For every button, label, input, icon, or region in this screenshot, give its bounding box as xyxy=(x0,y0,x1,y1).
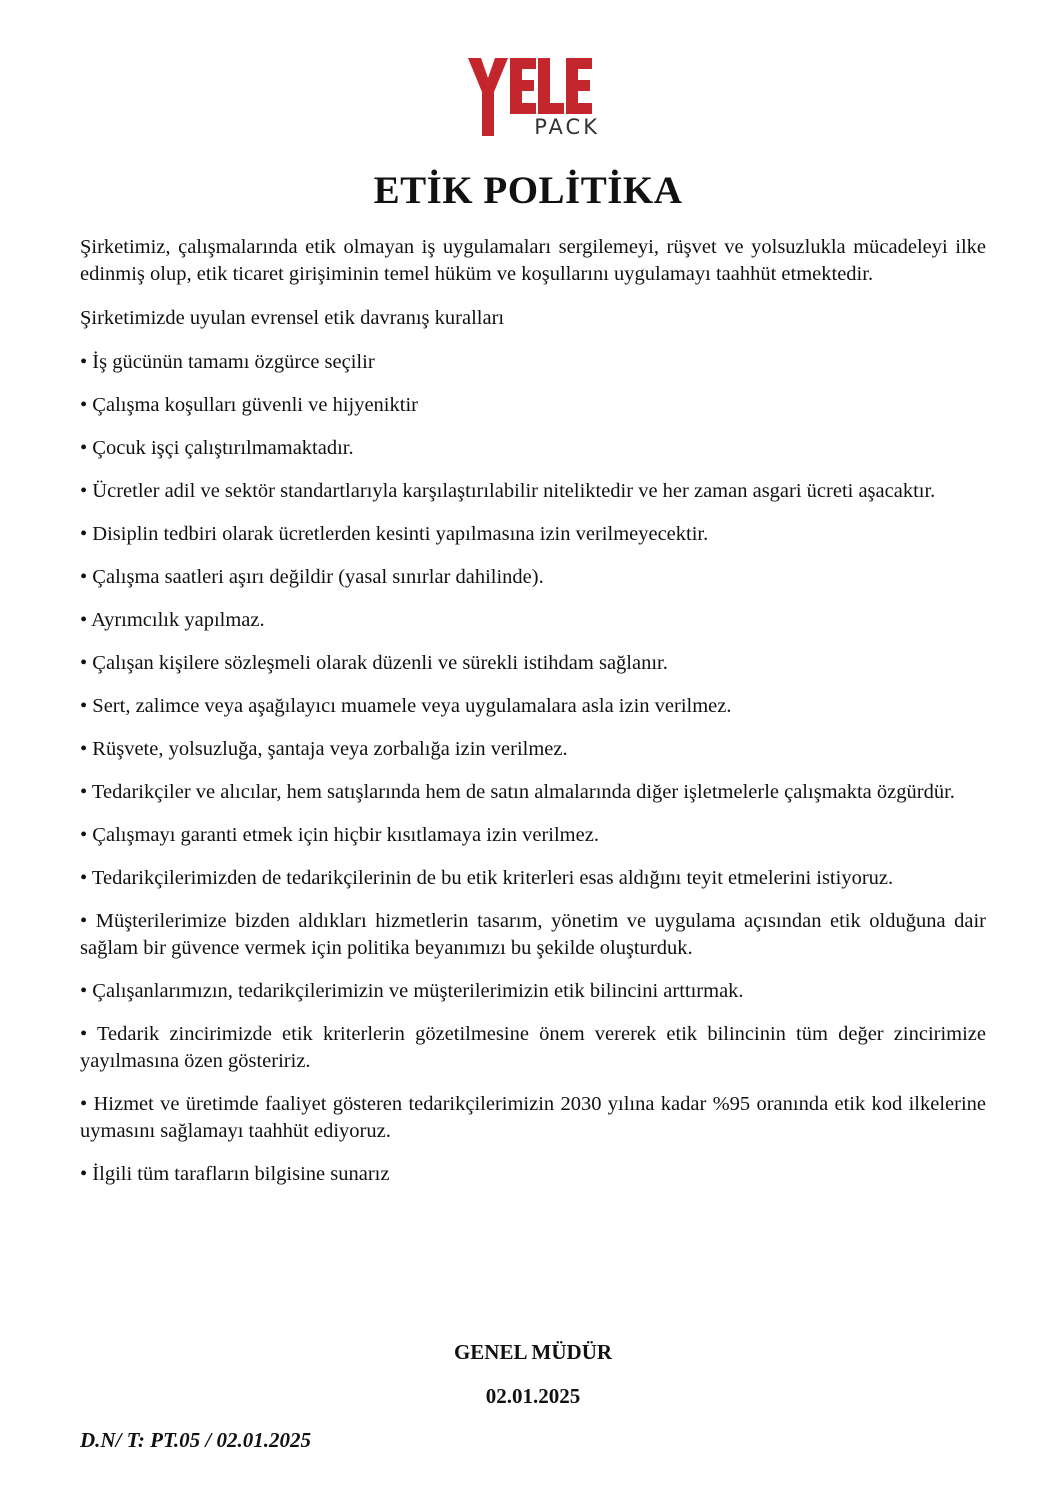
page-title: ETİK POLİTİKA xyxy=(373,169,683,212)
signature-date: 02.01.2025 xyxy=(485,1384,581,1408)
list-item: • İş gücünün tamamı özgürce seçilir xyxy=(80,351,375,373)
list-item: • Müşterilerimize bizden aldıkları hizmetlerin tasarım, yönetim ve uygulama açısından etik olduğuna dair sağlam bir güvence vermek için politika beyanımızı bu şekilde oluşturduk. xyxy=(80,910,986,959)
document-number: D.N/ T: PT.05 / 02.01.2025 xyxy=(80,1428,311,1452)
list-item: • Çalışanlarımızın, tedarikçilerimizin ve müşterilerimizin etik bilincini arttırmak. xyxy=(80,980,744,1002)
list-item: • Tedarikçiler ve alıcılar, hem satışlarında hem de satın almalarında diğer işletmelerle çalışmakta özgürdür. xyxy=(80,781,955,803)
company-logo xyxy=(468,56,608,140)
list-item: • Hizmet ve üretimde faaliyet gösteren tedarikçilerimizin 2030 yılına kadar %95 oranında etik kod ilkelerine uymasını sağlamayı taahhüt ediyoruz. xyxy=(80,1093,986,1142)
list-item: • Ayrımcılık yapılmaz. xyxy=(80,609,265,631)
svg-text:PACK: PACK xyxy=(534,115,600,139)
intro-paragraph: Şirketimiz, çalışmalarında etik olmayan iş uygulamaları sergilemeyi, rüşvet ve yolsuzlukla mücadeleyi ilke edinmiş olup, etik ticaret girişiminin temel hüküm ve koşullarını uygulamayı taahhüt etmektedir. xyxy=(80,236,986,285)
signatory-title: GENEL MÜDÜR xyxy=(453,1340,613,1364)
list-item: • Çalışmayı garanti etmek için hiçbir kısıtlamaya izin verilmez. xyxy=(80,824,599,846)
list-item: • Ücretler adil ve sektör standartlarıyla karşılaştırılabilir niteliktedir ve her zaman asgari ücreti aşacaktır. xyxy=(80,480,936,502)
list-item: • Tedarik zincirimizde etik kriterlerin gözetilmesine önem vererek etik bilincinin tüm değer zincirimize yayılmasına özen gösteririz. xyxy=(80,1023,986,1072)
list-item: • Çalışma koşulları güvenli ve hijyeniktir xyxy=(80,394,418,416)
policy-body xyxy=(80,234,986,1204)
list-item: • Rüşvete, yolsuzluğa, şantaja veya zorbalığa izin verilmez. xyxy=(80,738,568,760)
list-item: • Sert, zalimce veya aşağılayıcı muamele veya uygulamalara asla izin verilmez. xyxy=(80,695,732,717)
list-item: • Disiplin tedbiri olarak ücretlerden kesinti yapılmasına izin verilmeyecektir. xyxy=(80,523,709,545)
list-item: • Çalışma saatleri aşırı değildir (yasal sınırlar dahilinde). xyxy=(80,566,544,588)
list-item: • Tedarikçilerimizden de tedarikçilerinin de bu etik kriterleri esas aldığını teyit etmelerini istiyoruz. xyxy=(80,867,894,889)
rules-heading: Şirketimizde uyulan evrensel etik davranış kuralları xyxy=(80,307,505,329)
list-item: • Çalışan kişilere sözleşmeli olarak düzenli ve sürekli istihdam sağlanır. xyxy=(80,652,668,674)
list-item: • Çocuk işçi çalıştırılmamaktadır. xyxy=(80,437,354,459)
list-item: • İlgili tüm tarafların bilgisine sunarız xyxy=(80,1163,390,1185)
